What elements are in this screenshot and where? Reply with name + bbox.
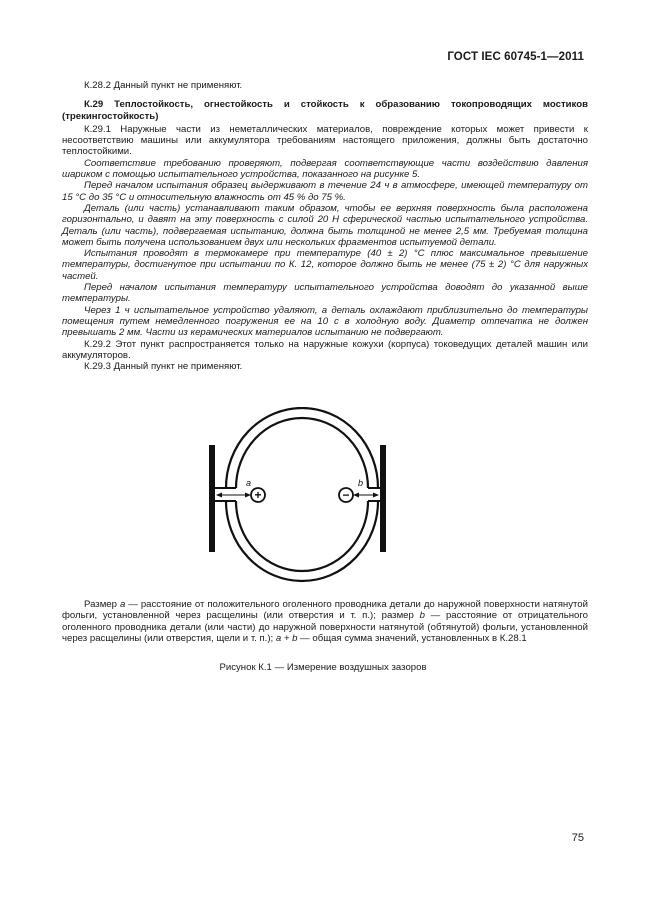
body-text	[62, 80, 588, 372]
clause-k28-2: К.28.2 Данный пункт не применяют.	[84, 80, 243, 91]
clause-k29-3: К.29.3 Данный пункт не применяют.	[84, 361, 243, 373]
legend-var-a: a	[119, 599, 126, 610]
figure-k1	[206, 407, 398, 587]
foil-left	[209, 445, 215, 552]
page-number: 75	[571, 832, 584, 844]
clause-k29-heading: К.29 Теплостойкость, огнестойкость и стойкость к образованию токопроводящих мостиков (трекингостойкость)	[62, 99, 588, 122]
housing-inner-lower	[236, 501, 368, 571]
legend-part-3: — расстояние от отрицательного оголенного проводника детали (или части) до наружной поверхности натянутой (обтянутой) фольги, установленной через расщелины (или отверстия, щели и т. п.);	[62, 610, 588, 645]
figure-legend	[62, 599, 588, 645]
label-b: b	[358, 478, 364, 488]
dimension-a-arrow-left	[216, 493, 222, 498]
legend-var-sum: a + b	[275, 633, 298, 645]
figure-k1-drawing	[206, 407, 398, 587]
plus-symbol: +	[254, 488, 262, 502]
dimension-b-arrow-left	[353, 493, 359, 498]
clause-k29-1: К.29.1 Наружные части из неметаллических материалов, повреждение которых может привести к несоответствию машины или аккумулятора требованиям настоящего приложения, должны быть достаточно теплостойкими.	[62, 123, 588, 158]
housing-inner-upper	[236, 418, 368, 488]
dimension-b-arrow-right	[373, 493, 379, 498]
italic-para-6: Через 1 ч испытательное устройство удаляют, а деталь охлаждают приблизительно до температуры помещения путем немедленного погружения ее на 10 с в холодную воду. Диаметр отпечатка не должен превышать 2 мм. Части из керамических материалов испытанию не подвергают.	[62, 304, 588, 339]
standard-header: ГОСТ IEC 60745-1—2011	[447, 51, 584, 63]
legend-part-2: — расстояние от положительного оголенного проводника детали до наружной поверхности натянутой фольги, установленной через расщелины (или отверстия и т. п.); размер	[62, 599, 588, 622]
foil-right	[380, 445, 386, 552]
clause-k29-2: К.29.2 Этот пункт распространяется только на наружные кожухи (корпуса) токоведущих деталей машин или аккумуляторов.	[62, 338, 588, 361]
minus-symbol: −	[342, 488, 350, 502]
italic-para-2: Перед началом испытания образец выдерживают в течение 24 ч в атмосфере, имеющей температуру от 15 °С до 35 °С и относительную влажность от 45 % до 75 %.	[62, 180, 588, 203]
italic-para-5: Перед началом испытания температуру испытательного устройства доводят до указанной выше температуры.	[62, 282, 588, 305]
italic-para-1: Соответствие требованию проверяют, подвергая соответствующие части воздействию давления шариком с помощью испытательного устройства, показанного на рисунке 5.	[62, 157, 588, 181]
label-a: a	[246, 478, 252, 488]
legend-part-4: — общая сумма значений, установленных в К.28.1	[297, 633, 527, 645]
legend-var-b: b	[419, 610, 425, 622]
legend-text	[62, 599, 588, 645]
figure-caption: Рисунок К.1 — Измерение воздушных зазоров	[219, 662, 427, 673]
italic-para-3: Деталь (или часть) устанавливают таким образом, чтобы ее верхняя поверхность была расположена горизонтально, и давят на эту поверхность с силой 20 Н сферической частью испытательного устройства. Деталь (или часть), подвергаемая испытанию, должна быть толщиной не менее 2,5 мм. Требуемая толщина может быть получена использованием двух или нескольких фрагментов испытуемой детали.	[62, 202, 588, 248]
legend-part-1: Размер	[84, 599, 120, 610]
italic-para-4: Испытания проводят в термокамере при температуре (40 ± 2) °С плюс максимальное превышение температуры, достигнутое при испытании по К. 12, которое должно быть не менее (75 ± 2) °С для наружных частей.	[62, 248, 588, 282]
